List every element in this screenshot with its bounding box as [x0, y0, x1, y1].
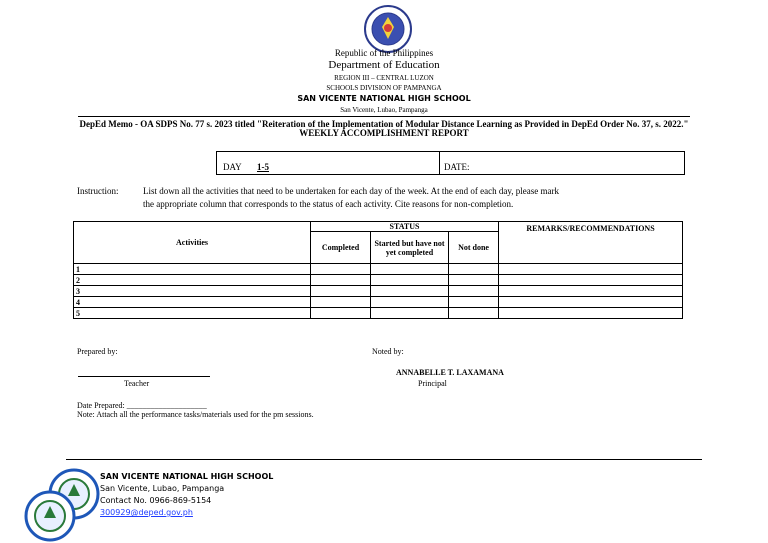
row-number: 2 — [74, 275, 311, 286]
cell[interactable] — [311, 286, 371, 297]
note-text: Note: Attach all the performance tasks/materials used for the pm sessions. — [77, 410, 314, 419]
row-number: 5 — [74, 308, 311, 319]
report-title: WEEKLY ACCOMPLISHMENT REPORT — [299, 128, 469, 138]
date-label: DATE: — [444, 162, 470, 172]
republic-line: Republic of the Philippines — [334, 48, 434, 58]
day-label: DAY — [223, 162, 242, 172]
noted-by-label: Noted by: — [372, 347, 404, 356]
cell[interactable] — [371, 297, 449, 308]
cell[interactable] — [499, 297, 683, 308]
date-prepared: Date Prepared: ____________________ — [77, 401, 207, 410]
not-done-header: Not done — [449, 232, 499, 264]
cell[interactable] — [449, 275, 499, 286]
header-divider — [78, 116, 690, 117]
cell[interactable] — [499, 275, 683, 286]
cell[interactable] — [449, 297, 499, 308]
row-number: 3 — [74, 286, 311, 297]
school-address: San Vicente, Lubao, Pampanga — [340, 106, 428, 114]
instruction-line-1: List down all the activities that need to be undertaken for each day of the week. At the end of each day, please mark — [143, 186, 560, 196]
table-row — [74, 286, 683, 297]
cell[interactable] — [449, 264, 499, 275]
remarks-header: REMARKS/RECOMMENDATIONS — [499, 222, 683, 264]
footer-divider — [66, 459, 702, 460]
cell[interactable] — [449, 308, 499, 319]
cell[interactable] — [499, 286, 683, 297]
cell[interactable] — [499, 308, 683, 319]
school-name: SAN VICENTE NATIONAL HIGH SCHOOL — [297, 94, 471, 103]
footer-email-link[interactable]: 300929@deped.gov.ph — [100, 508, 193, 517]
row-number: 1 — [74, 264, 311, 275]
footer-school: SAN VICENTE NATIONAL HIGH SCHOOL — [100, 472, 274, 481]
day-date-box — [216, 151, 685, 175]
teacher-signature-line — [78, 376, 210, 377]
cell[interactable] — [371, 308, 449, 319]
cell[interactable] — [499, 264, 683, 275]
cell[interactable] — [371, 275, 449, 286]
cell[interactable] — [311, 308, 371, 319]
cell[interactable] — [311, 275, 371, 286]
day-value: 1-5 — [257, 162, 269, 172]
cell[interactable] — [371, 264, 449, 275]
department-line: Department of Education — [328, 59, 440, 71]
principal-name: ANNABELLE T. LAXAMANA — [396, 368, 504, 377]
prepared-by-label: Prepared by: — [77, 347, 118, 356]
activities-header: Activities — [74, 222, 311, 264]
cell[interactable] — [311, 264, 371, 275]
principal-title: Principal — [418, 379, 447, 388]
memo-line: DepEd Memo - OA SDPS No. 77 s. 2023 titled "Reiteration of the Implementation of Modular Distance Learning as Provided in DepEd Order No. 37, s. 2022." — [79, 119, 689, 129]
deped-seal-logo — [364, 5, 412, 53]
table-row — [74, 264, 683, 275]
teacher-label: Teacher — [124, 379, 150, 388]
cell[interactable] — [449, 286, 499, 297]
started-header: Started but have not yet completed — [371, 232, 449, 264]
row-number: 4 — [74, 297, 311, 308]
region-line: REGION III – CENTRAL LUZON — [334, 74, 434, 82]
footer-contact: Contact No. 0966-869-5154 — [100, 496, 212, 505]
table-row — [74, 308, 683, 319]
completed-header: Completed — [311, 232, 371, 264]
footer-address: San Vicente, Lubao, Pampanga — [100, 484, 225, 493]
cell[interactable] — [371, 286, 449, 297]
accomplishment-table — [73, 221, 683, 319]
instruction-line-2: the appropriate column that corresponds to the status of each activity. Cite reasons for non-completion. — [143, 199, 514, 209]
table-row — [74, 297, 683, 308]
instruction-label: Instruction: — [77, 186, 119, 196]
school-logo — [22, 468, 100, 542]
status-header: STATUS — [311, 222, 499, 232]
table-row — [74, 275, 683, 286]
division-line: SCHOOLS DIVISION OF PAMPANGA — [326, 84, 442, 92]
cell[interactable] — [311, 297, 371, 308]
